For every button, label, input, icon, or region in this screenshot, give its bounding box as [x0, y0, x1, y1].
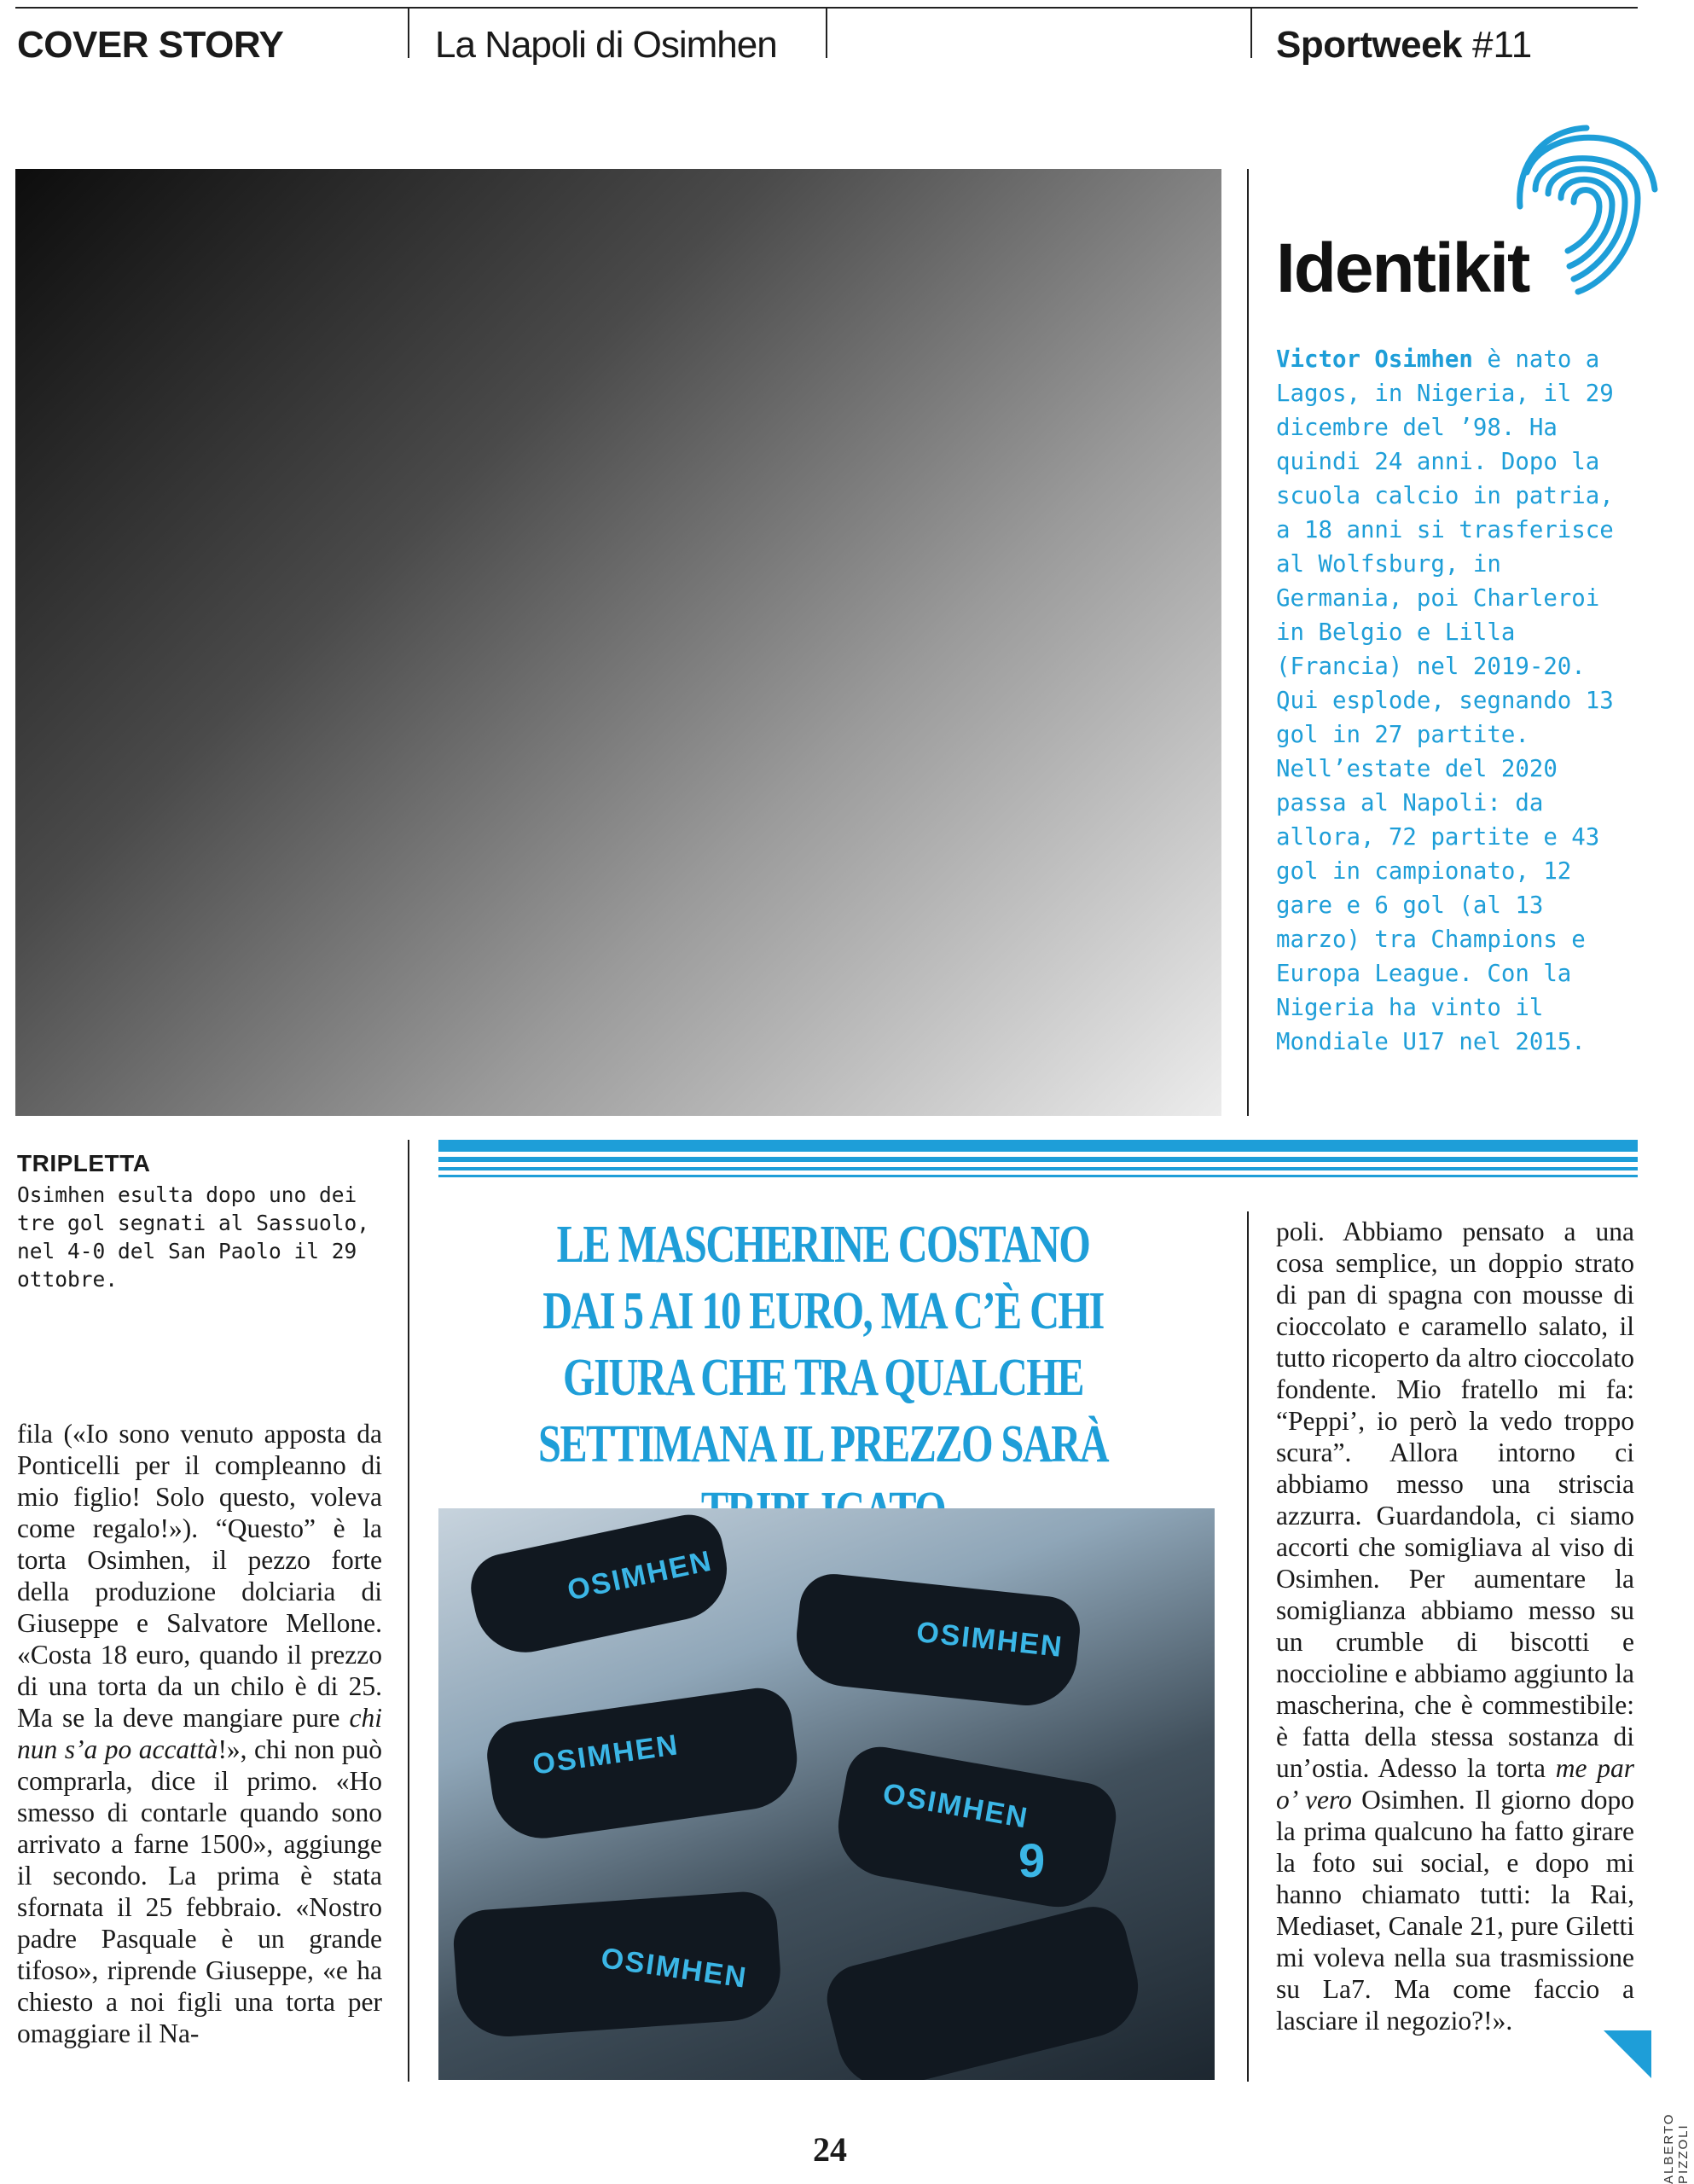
mask-shape: [830, 1741, 1121, 1914]
accent-bar: [438, 1157, 1638, 1162]
accent-bar: [438, 1140, 1638, 1152]
mask-label: OSIMHEN: [599, 1942, 750, 1995]
section-label: COVER STORY: [17, 24, 284, 66]
magazine-issue: [1276, 24, 1532, 67]
body-italic: chi nun s’a po accattà: [17, 1703, 383, 1764]
mask-label: OSIMHEN: [880, 1777, 1031, 1835]
photo-credit: ALBERTO PIZZOLI: [1662, 2112, 1691, 2184]
article-title: La Napoli di Osimhen: [435, 24, 777, 66]
photo-caption: Osimhen esulta dopo uno dei tre gol segnati al Sassuolo, nel 4-0 del San Paolo il 29 ottobre.: [17, 1182, 370, 1292]
body-text: fila («Io sono venuto apposta da Ponticelli per il compleanno di mio figlio! Solo questo, voleva come regalo!»). “Questo” è la torta Osimhen, il pezzo forte della produzione dolciaria di Giuseppe e Salvatore Mellone. «Costa 18 euro, quando il prezzo di una torta da un chilo è di 25. Ma se la deve mangiare pure: [17, 1419, 382, 1733]
issue-number: #11: [1472, 24, 1533, 66]
column-rule: [1247, 169, 1249, 1116]
body-italic: me par o’ vero: [1276, 1753, 1634, 1815]
header-divider: [826, 7, 827, 58]
page-number: 24: [813, 2130, 847, 2169]
body-text: Osimhen. Il giorno dopo la prima qualcuno ha fatto girare la foto sui social, e dopo mi hanno chiamato tutti: la Rai, Mediaset, Canale 21, pure Giletti mi voleva nella sua trasmissione su La7. Ma come faccio a lasciare il negozio?!».: [1276, 1785, 1634, 2036]
header-divider: [408, 7, 409, 58]
mask-shape: [820, 1900, 1149, 2080]
mask-label: OSIMHEN: [564, 1544, 716, 1607]
mask-label: OSIMHEN: [531, 1728, 682, 1781]
body-text: poli. Abbiamo pensato a una cosa semplice, un doppio strato di pan di spagna con mousse di cioccolato e caramello salato, il tutto ricoperto da altro cioccolato fondente. Mio fratello mi fa: “Peppi’, io però la vedo troppo scura”. Allora intorno ci abbiamo messo una striscia azzurra. Guardandola, ci siamo accorti che somigliava al viso di Osimhen. Per aumentare la somiglianza abbiamo messo su un crumble di biscotti e noccioline e abbiamo aggiunto la mascherina, che è commestibile: è fatta della stessa sostanza di un’ostia. Adesso la torta: [1276, 1217, 1634, 1783]
mask-label: OSIMHEN: [914, 1616, 1065, 1664]
mask-number: 9: [1018, 1833, 1047, 1887]
identikit-name: Victor Osimhen: [1276, 346, 1473, 373]
pull-quote: LE MASCHERINE COSTANO DAI 5 AI 10 EURO, MA C’È CHI GIURA CHE TRA QUALCHE SETTIMANA IL PREZZO SARÀ: [538, 1216, 1108, 1473]
cover-photo: [15, 169, 1221, 1116]
end-mark-icon: [1604, 2030, 1651, 2078]
identikit-text: [1276, 343, 1634, 1060]
identikit-title: Identikit: [1276, 229, 1529, 307]
identikit-bio: è nato a Lagos, in Nigeria, il 29 dicembre del ’98. Ha quindi 24 anni. Dopo la scuola calcio in patria, a 18 anni si trasferisce al Wolfsburg, in Germania, poi Charleroi in Belgio e Lilla (Francia) nel 2019-20. Qui esplode, segnando 13 gol in 27 partite. Nell’estate del 2020 passa al Napoli: da allora, 72 partite e 43 gol in campionato, 12 gare e 6 gol (al 13 marzo) tra Champions e Europa League. Con la Nigeria ha vinto il Mondiale U17 nel 2015.: [1276, 346, 1614, 1055]
body-column-right: [1276, 1216, 1634, 2036]
accent-bar: [438, 1167, 1638, 1170]
fingerprint-icon: [1510, 113, 1663, 300]
body-column-left: [17, 1418, 382, 2049]
column-rule: [408, 1140, 409, 2082]
masks-photo: [438, 1508, 1215, 2080]
magazine-name: Sportweek: [1276, 24, 1463, 66]
header-divider: [1250, 7, 1252, 58]
body-text: !», chi non può comprarla, dice il primo. «Ho smesso di contarle quando sono arrivato a farne 1500», aggiunge il secondo. La prima è stata sfornata il 25 febbraio. «Nostro padre Pasquale è un grande tifoso», riprende Giuseppe, «e ha chiesto a noi figli una torta per omaggiare il Na-: [17, 1734, 382, 2048]
accent-bar: [438, 1175, 1638, 1177]
column-rule: [1247, 1211, 1249, 2082]
caption-kicker: TRIPLETTA: [17, 1150, 151, 1176]
